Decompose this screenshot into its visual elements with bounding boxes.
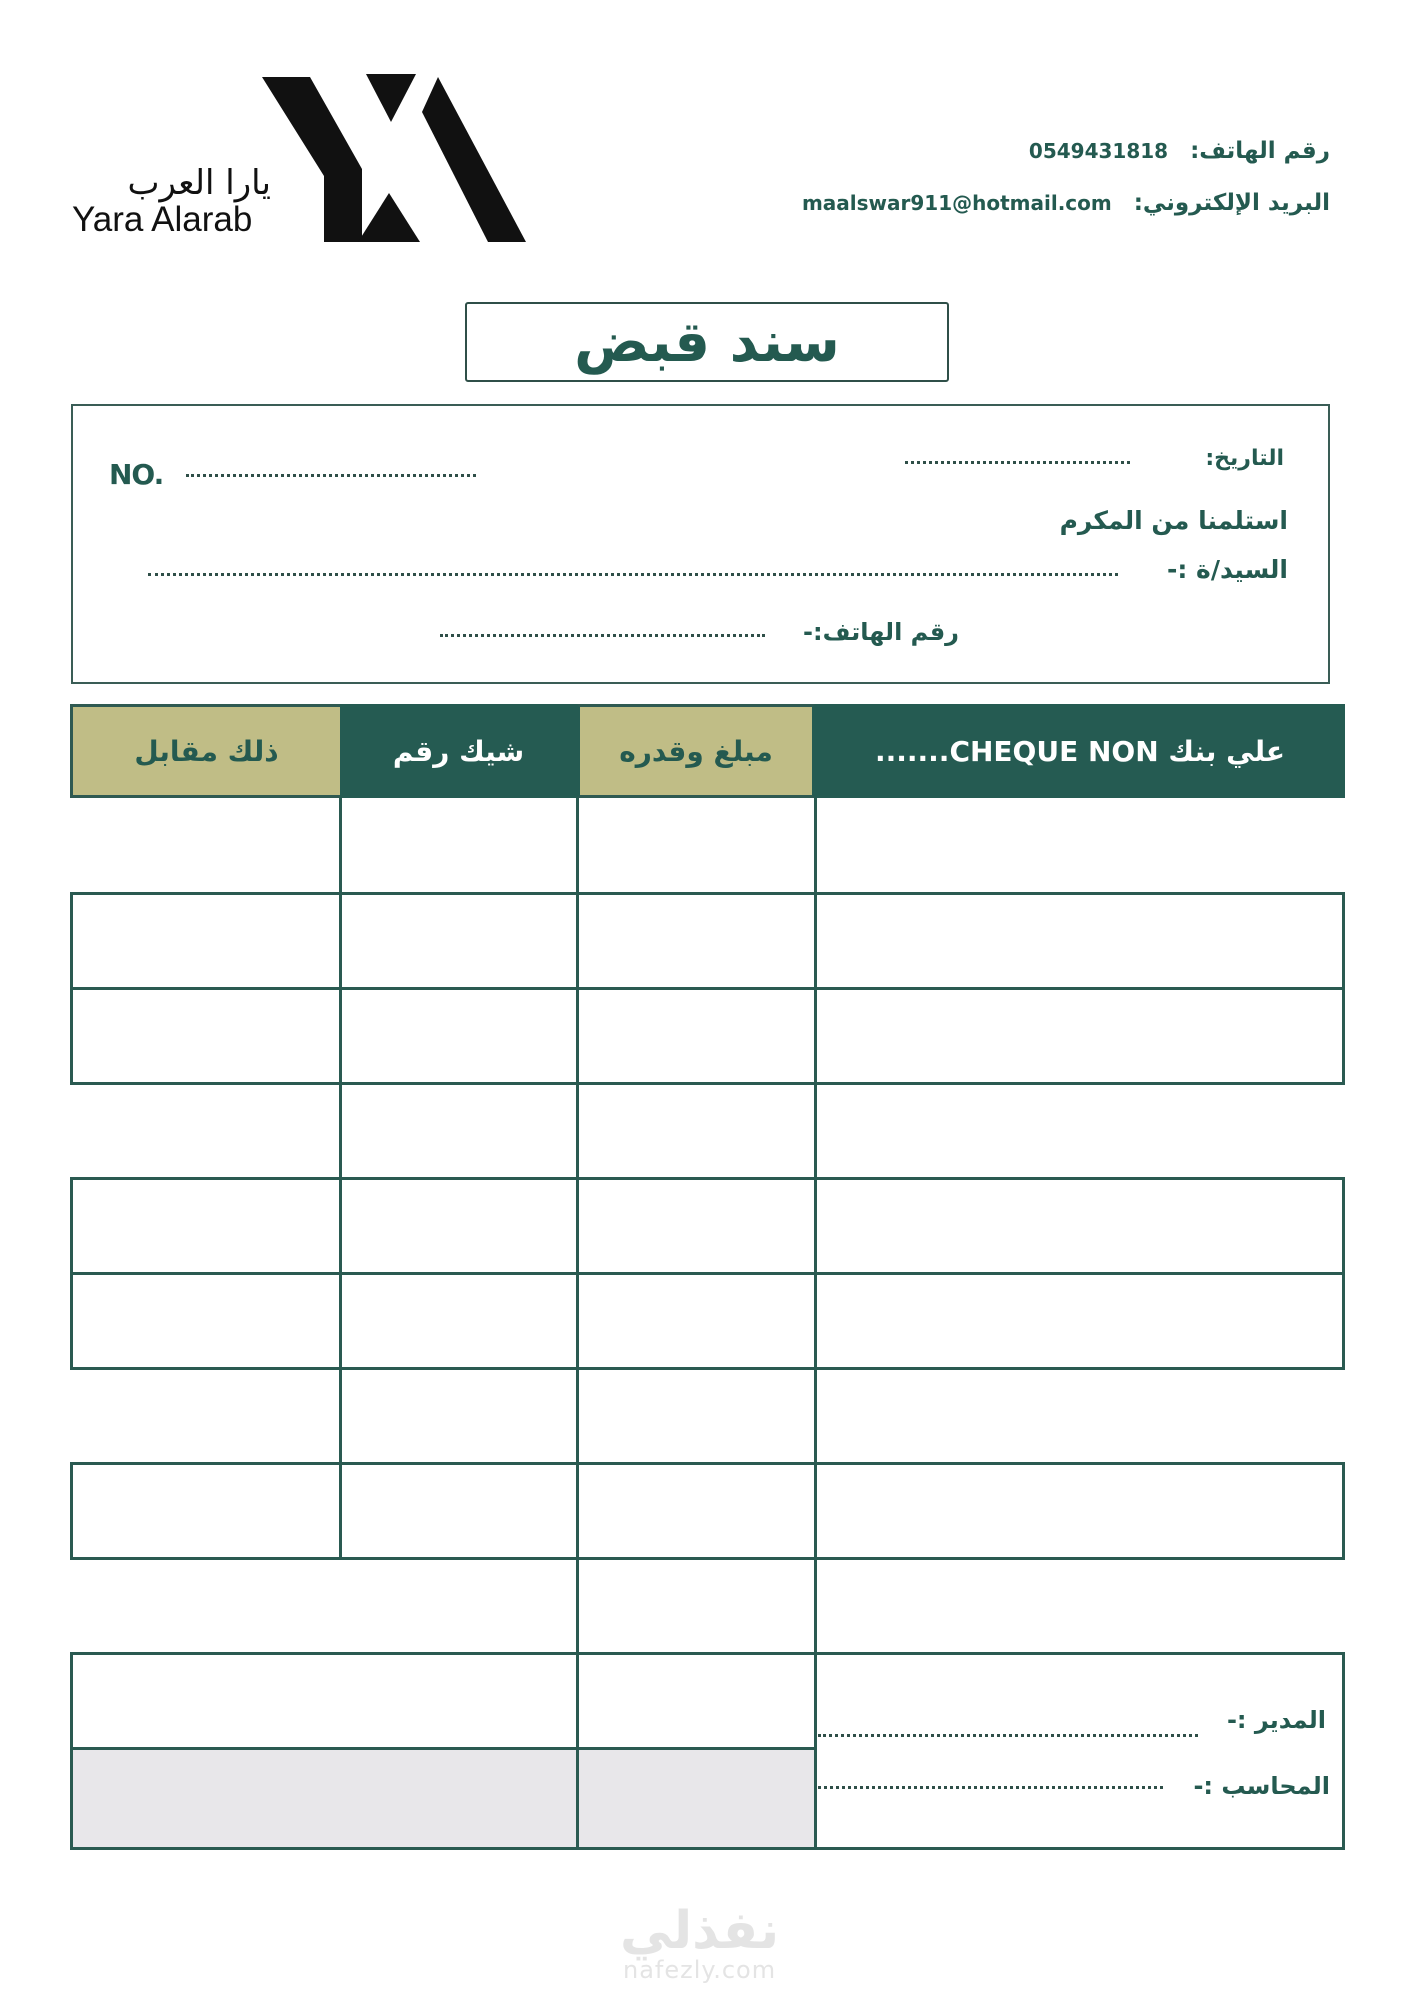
table-cell[interactable] xyxy=(577,1368,815,1463)
table-cell[interactable] xyxy=(340,1368,577,1463)
table-cell[interactable] xyxy=(815,1368,1345,1463)
summary-bottom-border xyxy=(70,1847,1345,1850)
summary-amount-cell[interactable] xyxy=(577,1558,815,1653)
payer-phone-label: رقم الهاتف:- xyxy=(803,618,959,646)
table-cell[interactable] xyxy=(70,1368,340,1463)
table-cell[interactable] xyxy=(70,1463,340,1558)
table-cell[interactable] xyxy=(340,798,577,893)
accountant-label: المحاسب :- xyxy=(1193,1772,1330,1800)
total-amount-shaded-cell[interactable] xyxy=(577,1748,815,1850)
header-cheque-number: شيك رقم xyxy=(340,704,577,798)
table-cell[interactable] xyxy=(70,1083,340,1178)
logo-a-bottom-triangle xyxy=(358,193,420,242)
brand-name-arabic: يارا العرب xyxy=(127,163,271,203)
table-row-divider xyxy=(70,987,1345,990)
table-row-divider xyxy=(70,1272,1345,1275)
summary-top-border xyxy=(70,1652,1345,1655)
table-cell[interactable] xyxy=(340,1273,577,1368)
table-cell[interactable] xyxy=(577,988,815,1083)
table-cell[interactable] xyxy=(70,1273,340,1368)
summary-right-border xyxy=(1342,1653,1345,1850)
contact-email-value: maalswar911@hotmail.com xyxy=(801,191,1112,215)
received-from-label: استلمنا من المكرم xyxy=(1059,506,1288,535)
table-left-border xyxy=(70,1463,73,1558)
table-cell[interactable] xyxy=(815,988,1345,1083)
payer-phone-field[interactable] xyxy=(440,634,765,637)
table-cell[interactable] xyxy=(815,798,1345,893)
table-row-divider xyxy=(70,1177,1345,1180)
manager-label: المدير :- xyxy=(1226,1706,1326,1734)
table-cell[interactable] xyxy=(577,1083,815,1178)
summary-left-border xyxy=(70,1653,73,1850)
table-cell[interactable] xyxy=(815,1273,1345,1368)
header-amount: مبلغ وقدره xyxy=(577,704,815,798)
table-cell[interactable] xyxy=(340,988,577,1083)
header-bank-cheque xyxy=(815,704,1345,798)
payer-name-label: السيد/ة :- xyxy=(1166,555,1288,584)
table-row-divider xyxy=(70,1082,1345,1085)
logo-a-right-stroke xyxy=(422,77,526,242)
receipt-info-box xyxy=(71,404,1330,684)
table-row-divider xyxy=(70,1462,1345,1465)
logo-y-top-triangle xyxy=(366,74,416,122)
document-title-box xyxy=(465,302,949,382)
table-cell[interactable] xyxy=(70,1178,340,1273)
table-cell[interactable] xyxy=(577,1178,815,1273)
summary-mid-border xyxy=(70,1747,815,1750)
table-cell[interactable] xyxy=(577,1273,815,1368)
contact-email-label: البريد الإلكتروني: xyxy=(1133,190,1330,216)
watermark xyxy=(620,1901,780,1984)
payer-name-field[interactable] xyxy=(148,573,1118,576)
manager-signature-field[interactable] xyxy=(818,1734,1198,1737)
summary-divider xyxy=(814,1558,817,1850)
header-in-return-for: ذلك مقابل xyxy=(70,704,340,798)
table-cell[interactable] xyxy=(340,1083,577,1178)
header-bank-cheque-label: علي بنك CHEQUE NON....... xyxy=(874,734,1286,768)
table-cell[interactable] xyxy=(70,988,340,1083)
brand-name-english: Yara Alarab xyxy=(72,200,253,239)
table-row-divider xyxy=(70,1367,1345,1370)
table-right-border xyxy=(1342,1463,1345,1558)
date-field[interactable] xyxy=(905,461,1130,464)
receipt-number-label: NO. xyxy=(109,458,164,491)
receipt-number-field[interactable] xyxy=(186,474,476,477)
table-cell[interactable] xyxy=(815,893,1345,988)
logo-y-left-stroke xyxy=(262,77,362,242)
contact-phone-label: رقم الهاتف: xyxy=(1190,138,1330,164)
watermark-arabic: نفذلي xyxy=(620,1901,780,1961)
total-shaded-cell[interactable] xyxy=(73,1748,577,1850)
table-cell[interactable] xyxy=(815,1083,1345,1178)
table-cell[interactable] xyxy=(577,893,815,988)
table-cell[interactable] xyxy=(577,1463,815,1558)
table-row-divider xyxy=(70,892,1345,895)
table-cell[interactable] xyxy=(70,893,340,988)
watermark-url: nafezly.com xyxy=(623,1956,777,1984)
ya-monogram-logo xyxy=(262,74,526,244)
table-cell[interactable] xyxy=(577,798,815,893)
summary-divider xyxy=(576,1558,579,1850)
contact-phone xyxy=(1029,138,1330,164)
document-title: سند قبض xyxy=(574,309,840,375)
table-cell[interactable] xyxy=(340,893,577,988)
accountant-signature-field[interactable] xyxy=(818,1786,1163,1789)
table-cell[interactable] xyxy=(340,1463,577,1558)
table-cell[interactable] xyxy=(340,1178,577,1273)
contact-phone-value: 0549431818 xyxy=(1028,139,1169,163)
contact-email xyxy=(802,190,1330,216)
table-cell[interactable] xyxy=(70,798,340,893)
table-cell[interactable] xyxy=(815,1178,1345,1273)
summary-cell[interactable] xyxy=(70,1558,577,1653)
date-label: التاريخ: xyxy=(1205,446,1284,471)
table-cell[interactable] xyxy=(815,1463,1345,1558)
